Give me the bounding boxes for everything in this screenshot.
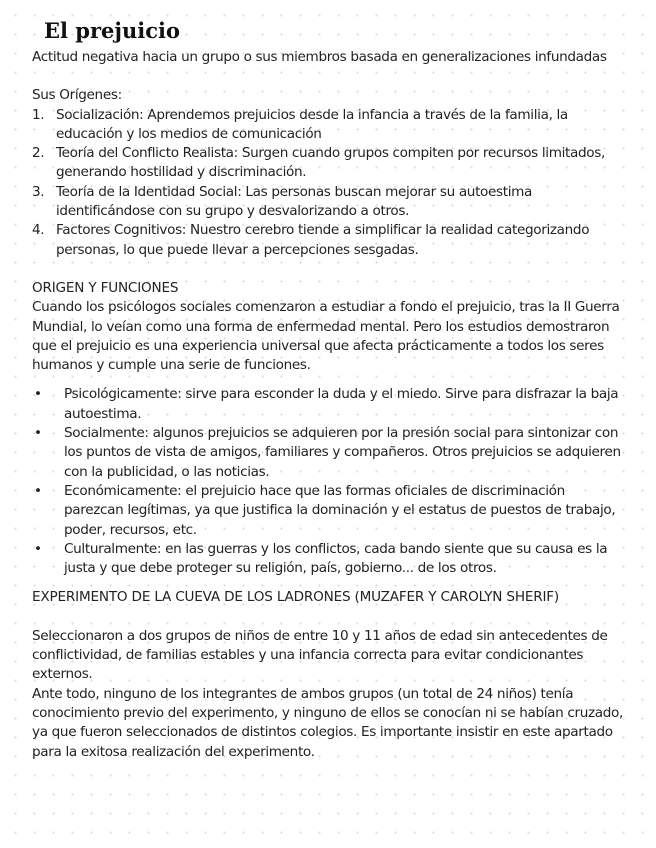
- origins-heading: Sus Orígenes:: [32, 87, 122, 104]
- origins-item-number: 2.: [32, 145, 45, 162]
- spacer: [32, 608, 628, 627]
- list-item: [32, 424, 628, 482]
- functions-bullet-list: [32, 385, 628, 578]
- origins-item-number: 3.: [32, 183, 45, 200]
- origins-item-text: Teoría del Conflicto Realista: Surgen cuando grupos compiten por recursos limitados, generando hostilidad y discriminación.: [56, 145, 605, 181]
- spacer: [32, 375, 628, 385]
- experiment-paragraph-1: Seleccionaron a dos grupos de niños de entre 10 y 11 años de edad sin antecedentes de conflictividad, de familias estables y una infancia correcta para evitar condicionantes externos.: [32, 627, 608, 683]
- experiment-paragraph-2: Ante todo, ninguno de los integrantes de ambos grupos (un total de 24 niños) tenía conocimiento previo del experimento, y ninguno de ellos se conocían ni se habían cruzado, ya que fueron seleccionados de distintos colegios. Es importante insistir en este apartado para la exitosa realización del experimento.: [32, 685, 623, 760]
- spacer: [32, 67, 628, 86]
- list-item-text: Culturalmente: en las guerras y los conflictos, cada bando siente que su causa es la justa y que debe proteger su religión, país, gobierno... de los otros.: [64, 540, 608, 577]
- list-item: [32, 540, 628, 579]
- functions-heading: ORIGEN Y FUNCIONES: [32, 279, 179, 296]
- bullet-icon: •: [34, 425, 42, 442]
- origins-item-number: 4.: [32, 222, 45, 239]
- origins-item-text: Teoría de la Identidad Social: Las personas buscan mejorar su autoestima identificándose con su grupo y desvalorizando a otros.: [56, 183, 533, 220]
- origins-item-number: 1.: [32, 106, 45, 123]
- origins-item: [32, 144, 628, 183]
- origins-item-text: Factores Cognitivos: Nuestro cerebro tiende a simplificar la realidad categorizando personas, lo que puede llevar a percepciones sesgadas.: [56, 222, 590, 258]
- bullet-icon: •: [34, 482, 42, 499]
- document-body: [32, 48, 628, 762]
- list-item-text: Socialmente: algunos prejuicios se adquieren por la presión social para sintonizar con los puntos de vista de amigos, familiares y compañeros. Otros prejuicios se adquieren con la publicidad, o las noticias.: [64, 425, 621, 480]
- origins-item-text: Socialización: Aprendemos prejuicios desde la infancia a través de la familia, la educación y los medios de comunicación: [56, 106, 568, 142]
- bullet-icon: •: [34, 386, 42, 403]
- origins-list: [32, 106, 628, 260]
- list-item: [32, 385, 628, 424]
- list-item-text: Económicamente: el prejuicio hace que las formas oficiales de discriminación parezcan legítimas, ya que justifica la dominación y el estatus de puestos de trabajo, poder, recursos, etc.: [64, 482, 616, 538]
- definition-text: Actitud negativa hacia un grupo o sus miembros basada en generalizaciones infundadas: [32, 49, 607, 65]
- page-title: El prejuicio: [44, 18, 181, 43]
- bullet-icon: •: [34, 540, 42, 557]
- list-item-text: Psicológicamente: sirve para esconder la duda y el miedo. Sirve para disfrazar la baja autoestima.: [64, 386, 619, 422]
- origins-item: [32, 183, 628, 222]
- spacer: [32, 260, 628, 279]
- functions-intro: Cuando los psicólogos sociales comenzaron a estudiar a fondo el prejuicio, tras la II Guerra Mundial, lo veían como una forma de enfermedad mental. Pero los estudios demostraron que el prejuicio es una experiencia universal que afecta prácticamente a todos los seres humanos y cumple una serie de funciones.: [32, 299, 620, 374]
- origins-item: [32, 106, 628, 145]
- document-page: [32, 14, 628, 762]
- list-item: [32, 482, 628, 540]
- origins-item: [32, 221, 628, 260]
- experiment-heading: EXPERIMENTO DE LA CUEVA DE LOS LADRONES (MUZAFER Y CAROLYN SHERIF): [32, 589, 560, 606]
- spacer: [32, 578, 628, 588]
